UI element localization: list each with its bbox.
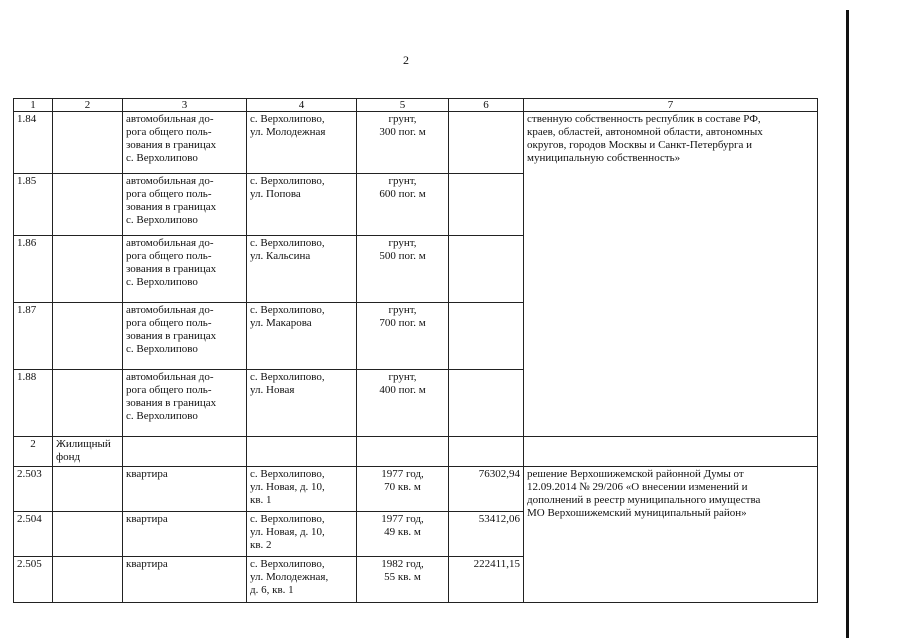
empty-cell xyxy=(53,512,123,557)
property-register-table xyxy=(13,98,818,603)
address-cell: с. Верхолипово, ул. Макарова xyxy=(247,303,357,370)
empty-cell xyxy=(524,437,818,467)
empty-cell xyxy=(53,370,123,437)
section-number-cell: 2 xyxy=(14,437,53,467)
basis-cell: ственную собственность республик в составе РФ, краев, областей, автономной области, автономных округов, городов Москвы и Санкт-Петербурга и муниципальную собственность» xyxy=(524,112,818,437)
empty-cell xyxy=(53,467,123,512)
row-number-cell: 1.88 xyxy=(14,370,53,437)
characteristics-cell: 1982 год, 55 кв. м xyxy=(357,557,449,603)
empty-cell xyxy=(53,303,123,370)
empty-cell xyxy=(123,437,247,467)
column-header: 5 xyxy=(357,99,449,112)
row-number-cell: 1.85 xyxy=(14,174,53,236)
row-number-cell: 2.503 xyxy=(14,467,53,512)
value-cell xyxy=(449,370,524,437)
object-name-cell: автомобильная до- рога общего поль- зования в границах с. Верхолипово xyxy=(123,112,247,174)
object-name-cell: автомобильная до- рога общего поль- зования в границах с. Верхолипово xyxy=(123,236,247,303)
row-number-cell: 1.86 xyxy=(14,236,53,303)
empty-cell xyxy=(53,236,123,303)
characteristics-cell: грунт, 500 пог. м xyxy=(357,236,449,303)
column-header: 7 xyxy=(524,99,818,112)
value-cell xyxy=(449,303,524,370)
page-number: 2 xyxy=(403,53,409,67)
value-cell: 76302,94 xyxy=(449,467,524,512)
basis-cell: решение Верхошижемской районной Думы от 12.09.2014 № 29/206 «О внесении изменений и дополнений в реестр муниципального имущества МО Верхошижемский муниципальный район» xyxy=(524,467,818,603)
object-name-cell: квартира xyxy=(123,557,247,603)
row-number-cell: 1.87 xyxy=(14,303,53,370)
address-cell: с. Верхолипово, ул. Новая, д. 10, кв. 1 xyxy=(247,467,357,512)
address-cell: с. Верхолипово, ул. Молодежная xyxy=(247,112,357,174)
characteristics-cell: грунт, 700 пог. м xyxy=(357,303,449,370)
address-cell: с. Верхолипово, ул. Кальсина xyxy=(247,236,357,303)
value-cell: 222411,15 xyxy=(449,557,524,603)
table-row xyxy=(14,467,818,512)
column-header: 4 xyxy=(247,99,357,112)
value-cell xyxy=(449,236,524,303)
characteristics-cell: грунт, 600 пог. м xyxy=(357,174,449,236)
object-name-cell: автомобильная до- рога общего поль- зования в границах с. Верхолипово xyxy=(123,303,247,370)
address-cell: с. Верхолипово, ул. Попова xyxy=(247,174,357,236)
value-cell: 53412,06 xyxy=(449,512,524,557)
address-cell: с. Верхолипово, ул. Новая xyxy=(247,370,357,437)
characteristics-cell: грунт, 300 пог. м xyxy=(357,112,449,174)
object-name-cell: квартира xyxy=(123,512,247,557)
characteristics-cell: грунт, 400 пог. м xyxy=(357,370,449,437)
row-number-cell: 2.504 xyxy=(14,512,53,557)
empty-cell xyxy=(247,437,357,467)
column-header: 3 xyxy=(123,99,247,112)
row-number-cell: 2.505 xyxy=(14,557,53,603)
address-cell: с. Верхолипово, ул. Новая, д. 10, кв. 2 xyxy=(247,512,357,557)
empty-cell xyxy=(449,437,524,467)
empty-cell xyxy=(53,174,123,236)
characteristics-cell: 1977 год, 49 кв. м xyxy=(357,512,449,557)
row-number-cell: 1.84 xyxy=(14,112,53,174)
object-name-cell: автомобильная до- рога общего поль- зования в границах с. Верхолипово xyxy=(123,370,247,437)
table-row xyxy=(14,112,818,174)
address-cell: с. Верхолипово, ул. Молодежная, д. 6, кв. 1 xyxy=(247,557,357,603)
empty-cell xyxy=(53,557,123,603)
object-name-cell: квартира xyxy=(123,467,247,512)
column-header-row xyxy=(14,99,818,112)
object-name-cell: автомобильная до- рога общего поль- зования в границах с. Верхолипово xyxy=(123,174,247,236)
column-header: 6 xyxy=(449,99,524,112)
empty-cell xyxy=(53,112,123,174)
value-cell xyxy=(449,174,524,236)
column-header: 2 xyxy=(53,99,123,112)
empty-cell xyxy=(357,437,449,467)
scan-edge-bar xyxy=(846,10,849,638)
section-row xyxy=(14,437,818,467)
column-header: 1 xyxy=(14,99,53,112)
value-cell xyxy=(449,112,524,174)
section-title-cell: Жилищный фонд xyxy=(53,437,123,467)
characteristics-cell: 1977 год, 70 кв. м xyxy=(357,467,449,512)
